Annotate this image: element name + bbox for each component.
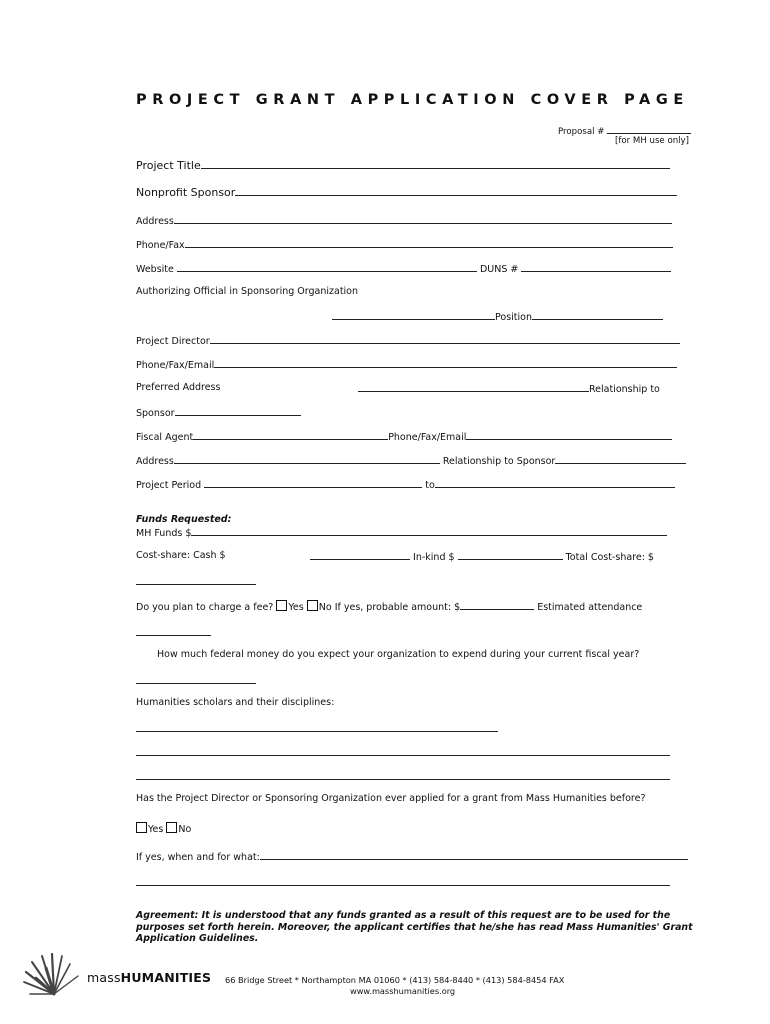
estimated-attendance-field[interactable] — [136, 626, 211, 636]
director-contact-row — [136, 358, 677, 371]
if-yes-when-line-2 — [136, 876, 670, 889]
scholars-line-3 — [136, 770, 670, 783]
sponsor-label: Sponsor — [136, 408, 175, 419]
proposal-field[interactable] — [607, 124, 691, 134]
federal-money-question: How much federal money do you expect your organization to expend during your current fiscal year? — [157, 649, 640, 660]
project-period-row — [136, 478, 675, 491]
fiscal-address-label: Address — [136, 456, 174, 467]
fee-no-label: No — [318, 602, 332, 613]
page-title: PROJECT GRANT APPLICATION COVER PAGE — [136, 92, 689, 108]
project-director-field[interactable] — [210, 334, 680, 344]
fee-no-checkbox[interactable] — [307, 600, 318, 611]
if-yes-when-label: If yes, when and for what: — [136, 852, 260, 863]
scholars-field-1[interactable] — [136, 722, 498, 732]
applied-before-options — [136, 822, 191, 835]
fee-yes-checkbox[interactable] — [276, 600, 287, 611]
proposal-label: Proposal # — [558, 127, 605, 137]
address-field[interactable] — [174, 214, 672, 224]
project-title-row — [136, 159, 670, 172]
director-contact-label: Phone/Fax/Email — [136, 360, 215, 371]
relationship-to-sponsor-field[interactable] — [555, 454, 686, 464]
authorizing-official-field[interactable] — [332, 310, 495, 320]
mh-funds-field[interactable] — [191, 526, 667, 536]
authorizing-official-label: Authorizing Official in Sponsoring Organization — [136, 286, 359, 297]
applied-before-question: Has the Project Director or Sponsoring Organization ever applied for a grant from Mass Humanities before? — [136, 793, 646, 804]
website-row — [136, 262, 671, 275]
mh-funds-label: MH Funds $ — [136, 528, 192, 539]
scholars-field-3[interactable] — [136, 770, 670, 780]
relationship-to-sponsor-label: Relationship to Sponsor — [442, 456, 556, 467]
federal-money-field[interactable] — [136, 674, 256, 684]
scholars-line-2 — [136, 746, 670, 759]
if-yes-when-field[interactable] — [260, 850, 688, 860]
federal-money-row — [136, 674, 256, 687]
in-kind-label: In-kind $ — [413, 552, 455, 563]
scholars-label: Humanities scholars and their disciplines: — [136, 697, 335, 708]
duns-label: DUNS # — [479, 264, 519, 275]
fee-yes-label: Yes — [288, 602, 304, 613]
duns-field[interactable] — [521, 262, 671, 272]
in-kind-field[interactable] — [458, 550, 563, 560]
preferred-address-row — [358, 382, 660, 395]
attendance-row — [136, 626, 211, 639]
funds-requested-heading: Funds Requested: — [136, 514, 232, 525]
project-period-label: Project Period — [136, 480, 202, 491]
total-cost-share-label: Total Cost-share: $ — [565, 552, 654, 563]
applied-no-label: No — [178, 824, 192, 835]
if-yes-when-row — [136, 850, 688, 863]
project-period-to: to — [425, 480, 435, 491]
fiscal-agent-row — [136, 430, 672, 443]
nonprofit-sponsor-field[interactable] — [235, 186, 677, 196]
address-label: Address — [136, 216, 174, 227]
phone-fax-label: Phone/Fax — [136, 240, 185, 251]
preferred-address-field[interactable] — [358, 382, 589, 392]
total-cost-share-row — [136, 575, 256, 588]
project-period-start-field[interactable] — [204, 478, 422, 488]
fee-row — [136, 600, 642, 613]
scholars-line-1 — [136, 722, 498, 735]
project-director-row — [136, 334, 680, 347]
project-title-field[interactable] — [201, 159, 670, 169]
fiscal-address-field[interactable] — [174, 454, 440, 464]
mh-funds-row — [136, 526, 667, 539]
phone-fax-row — [136, 238, 673, 251]
applied-yes-label: Yes — [148, 824, 164, 835]
position-label: Position — [495, 312, 532, 323]
if-yes-when-field-2[interactable] — [136, 876, 670, 886]
agreement-text: Agreement: It is understood that any funds granted as a result of this request are to be used for the purposes set forth herein. Moreover, the applicant certifies that he/she has read Mass Humanities' Grant Application Guidelines. — [136, 910, 693, 944]
website-label: Website — [136, 264, 174, 275]
logo-humanities: HUMANITIES — [120, 970, 212, 985]
estimated-attendance-label: Estimated attendance — [537, 602, 643, 613]
project-period-end-field[interactable] — [435, 478, 675, 488]
fiscal-contact-label: Phone/Fax/Email — [388, 432, 467, 443]
fiscal-agent-label: Fiscal Agent — [136, 432, 194, 443]
sponsor-row — [136, 406, 301, 419]
fee-question: Do you plan to charge a fee? — [136, 602, 274, 613]
fiscal-agent-field[interactable] — [193, 430, 388, 440]
sponsor-relationship-field[interactable] — [175, 406, 301, 416]
footer-address: 66 Bridge Street * Northampton MA 01060 * (413) 584-8440 * (413) 584-8454 FAX — [225, 975, 565, 985]
authorizing-official-row — [332, 310, 663, 323]
phone-fax-field[interactable] — [185, 238, 673, 248]
footer-website[interactable]: www.masshumanities.org — [350, 986, 456, 996]
applied-yes-checkbox[interactable] — [136, 822, 147, 833]
relationship-to-label: Relationship to — [589, 384, 660, 395]
applied-no-checkbox[interactable] — [166, 822, 177, 833]
cost-share-cash-field[interactable] — [310, 550, 410, 560]
nonprofit-sponsor-label: Nonprofit Sponsor — [136, 186, 236, 199]
position-field[interactable] — [532, 310, 663, 320]
director-contact-field[interactable] — [214, 358, 677, 368]
website-field[interactable] — [177, 262, 477, 272]
cost-share-row — [310, 550, 654, 563]
fee-amount-label: If yes, probable amount: $ — [334, 602, 461, 613]
logo-mass: mass — [87, 970, 121, 985]
cost-share-cash-label: Cost-share: Cash $ — [136, 550, 226, 561]
project-director-label: Project Director — [136, 336, 210, 347]
scholars-field-2[interactable] — [136, 746, 670, 756]
total-cost-share-field[interactable] — [136, 575, 256, 585]
logo-burst-icon — [22, 950, 86, 998]
proposal-note: [for MH use only] — [615, 136, 689, 146]
fiscal-address-row — [136, 454, 686, 467]
logo-wordmark — [87, 970, 211, 985]
fiscal-contact-field[interactable] — [466, 430, 672, 440]
nonprofit-sponsor-row — [136, 186, 677, 199]
preferred-address-label: Preferred Address — [136, 382, 221, 393]
address-row — [136, 214, 672, 227]
fee-amount-field[interactable] — [460, 600, 534, 610]
mass-humanities-logo — [22, 950, 86, 1002]
project-title-label: Project Title — [136, 159, 201, 172]
